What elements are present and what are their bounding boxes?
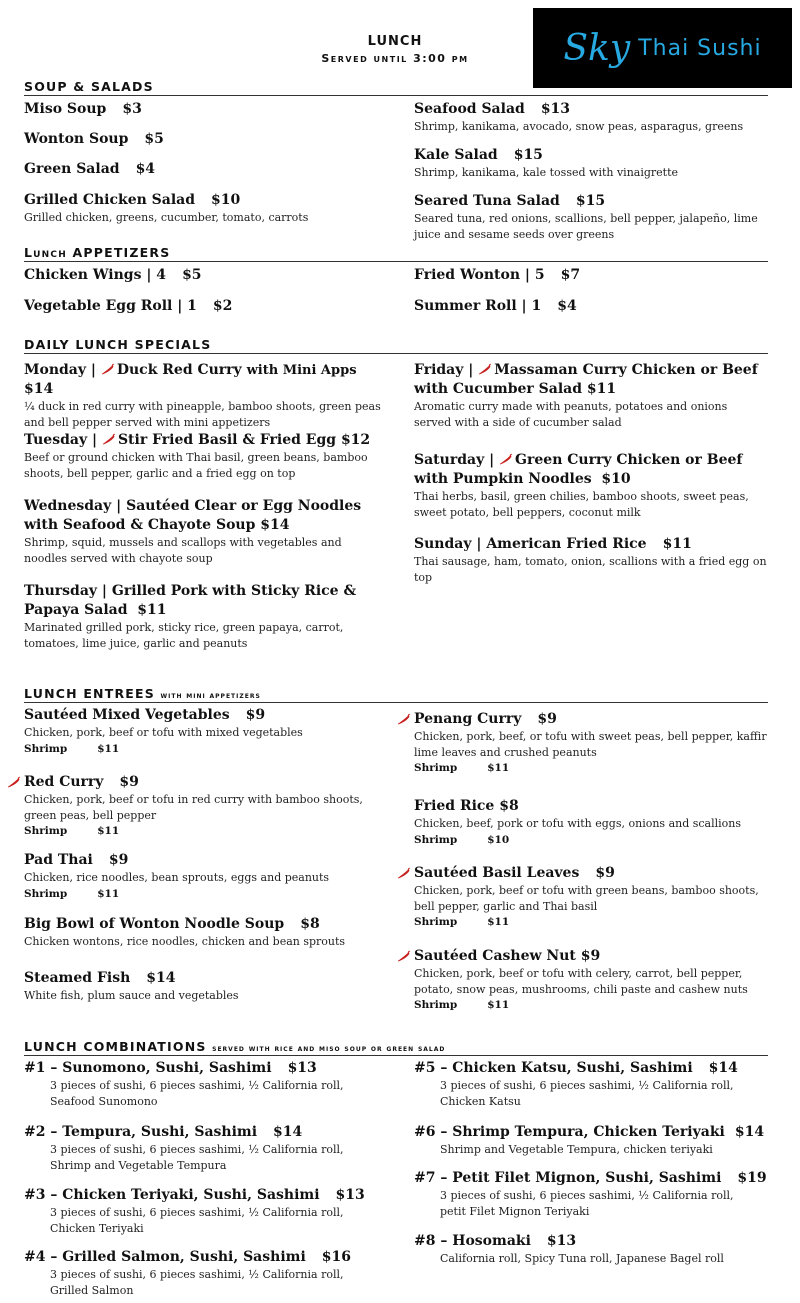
special-monday: Monday | Duck Red Curry with Mini Apps $14 ¼ duck in red curry with pineapple, bamboo shoots, green peas and bell pepper served with mini appetizers xyxy=(24,362,381,429)
menu-item: Grilled Chicken Salad $10 Grilled chicken, greens, cucumber, tomato, carrots xyxy=(24,192,309,224)
chili-pepper-icon xyxy=(397,867,411,879)
chili-pepper-icon xyxy=(499,453,513,465)
chili-pepper-icon xyxy=(101,363,115,375)
entree-item: Fried Rice $8 Chicken, beef, pork or tofu with eggs, onions and scallions Shrimp $10 xyxy=(414,798,742,846)
menu-item: Kale Salad $15 Shrimp, kanikama, kale tossed with vinaigrette xyxy=(414,147,679,179)
logo-script: Sky xyxy=(563,27,631,69)
served-until: Served until 3:00 pm xyxy=(321,52,469,65)
menu-item: Vegetable Egg Roll | 1 $2 xyxy=(24,298,233,314)
special-friday: Friday | Massaman Curry Chicken or Beef with Cucumber Salad $11 Aromatic curry made with peanuts, potatoes and onions served with a side of cucumber salad xyxy=(414,362,758,429)
combo-item: #1 – Sunomono, Sushi, Sashimi $13 3 pieces of sushi, 6 pieces sashimi, ½ California roll, Seafood Sunomono xyxy=(24,1060,344,1108)
menu-title: LUNCH xyxy=(367,34,423,49)
entree-item: Penang Curry $9 Chicken, pork, beef, or tofu with sweet peas, bell pepper, kaffir lime leaves and crushed peanuts Shrimp $11 xyxy=(414,710,774,776)
entree-item: Red Curry $9 Chicken, pork, beef or tofu in red curry with bamboo shoots, green peas, bell pepper Shrimp $11 xyxy=(24,773,384,839)
menu-header xyxy=(295,33,495,67)
entree-item: Steamed Fish $14 White fish, plum sauce and vegetables xyxy=(24,970,239,1002)
entree-item: Sautéed Basil Leaves $9 Chicken, pork, beef or tofu with green beans, bamboo shoots, bell pepper, garlic and Thai basil Shrimp $11 xyxy=(414,864,774,930)
menu-item: Fried Wonton | 5 $7 xyxy=(414,267,581,283)
special-tuesday: Tuesday | Stir Fried Basil & Fried Egg $12 Beef or ground chicken with Thai basil, green beans, bamboo shoots, bell pepper, garlic and a fried egg on top xyxy=(24,432,371,480)
logo xyxy=(533,8,792,88)
combo-item: #2 – Tempura, Sushi, Sashimi $14 3 pieces of sushi, 6 pieces sashimi, ½ California roll, Shrimp and Vegetable Tempura xyxy=(24,1124,344,1172)
chili-pepper-icon xyxy=(478,363,492,375)
entree-item: Sautéed Mixed Vegetables $9 Chicken, pork, beef or tofu with mixed vegetables Shrimp $11 xyxy=(24,707,303,755)
combo-item: #4 – Grilled Salmon, Sushi, Sashimi $16 3 pieces of sushi, 6 pieces sashimi, ½ California roll, Grilled Salmon xyxy=(24,1249,351,1297)
chili-pepper-icon xyxy=(102,433,116,445)
section-daily-specials: DAILY LUNCH SPECIALS xyxy=(24,337,768,354)
entree-item: Big Bowl of Wonton Noodle Soup $8 Chicken wontons, rice noodles, chicken and bean sprouts xyxy=(24,916,346,948)
menu-item: Summer Roll | 1 $4 xyxy=(414,298,577,314)
entree-item: Pad Thai $9 Chicken, rice noodles, bean sprouts, eggs and peanuts Shrimp $11 xyxy=(24,852,330,900)
menu-item: Chicken Wings | 4 $5 xyxy=(24,267,202,283)
chili-pepper-icon xyxy=(397,713,411,725)
section-appetizers: Lunch APPETIZERS xyxy=(24,245,768,262)
section-soup-salads: SOUP & SALADS xyxy=(24,79,768,96)
menu-item: Seared Tuna Salad $15 Seared tuna, red onions, scallions, bell pepper, jalapeño, lime juice and sesame seeds over greens xyxy=(414,193,758,241)
special-wednesday: Wednesday | Sautéed Clear or Egg Noodles with Seafood & Chayote Soup $14 Shrimp, squid, mussels and scallops with vegetables and noodles served with chayote soup xyxy=(24,498,362,565)
combo-item: #6 – Shrimp Tempura, Chicken Teriyaki $14 Shrimp and Vegetable Tempura, chicken teriyaki xyxy=(414,1124,765,1156)
combo-item: #3 – Chicken Teriyaki, Sushi, Sashimi $13 3 pieces of sushi, 6 pieces sashimi, ½ California roll, Chicken Teriyaki xyxy=(24,1187,365,1235)
logo-text: Thai Sushi xyxy=(638,35,762,61)
special-saturday: Saturday | Green Curry Chicken or Beef with Pumpkin Noodles $10 Thai herbs, basil, green chilies, bamboo shoots, sweet peas, sweet potato, bell peppers, coconut milk xyxy=(414,452,749,519)
menu-item: Miso Soup $3 xyxy=(24,101,142,117)
section-lunch-combinations: LUNCH COMBINATIONS served with rice and miso soup or green salad xyxy=(24,1039,768,1056)
section-lunch-entrees: LUNCH ENTREES with mini appetizers xyxy=(24,686,768,703)
chili-pepper-icon xyxy=(7,776,21,788)
menu-item: Wonton Soup $5 xyxy=(24,131,164,147)
chili-pepper-icon xyxy=(397,950,411,962)
combo-item: #5 – Chicken Katsu, Sushi, Sashimi $14 3 pieces of sushi, 6 pieces sashimi, ½ California roll, Chicken Katsu xyxy=(414,1060,738,1108)
special-sunday: Sunday | American Fried Rice $11 Thai sausage, ham, tomato, onion, scallions with a fried egg on top xyxy=(414,536,767,584)
special-thursday: Thursday | Grilled Pork with Sticky Rice & Papaya Salad $11 Marinated grilled pork, sticky rice, green papaya, carrot, tomatoes, lime juice, garlic and peanuts xyxy=(24,583,357,650)
menu-item: Seafood Salad $13 Shrimp, kanikama, avocado, snow peas, asparagus, greens xyxy=(414,101,744,133)
menu-item: Green Salad $4 xyxy=(24,161,156,177)
combo-item: #7 – Petit Filet Mignon, Sushi, Sashimi $19 3 pieces of sushi, 6 pieces sashimi, ½ California roll, petit Filet Mignon Teriyaki xyxy=(414,1170,767,1218)
entree-item: Sautéed Cashew Nut $9 Chicken, pork, beef or tofu with celery, carrot, bell pepper, potato, snow peas, mushrooms, chili paste and cashew nuts Shrimp $11 xyxy=(414,947,784,1013)
combo-item: #8 – Hosomaki $13 California roll, Spicy Tuna roll, Japanese Bagel roll xyxy=(414,1233,724,1265)
